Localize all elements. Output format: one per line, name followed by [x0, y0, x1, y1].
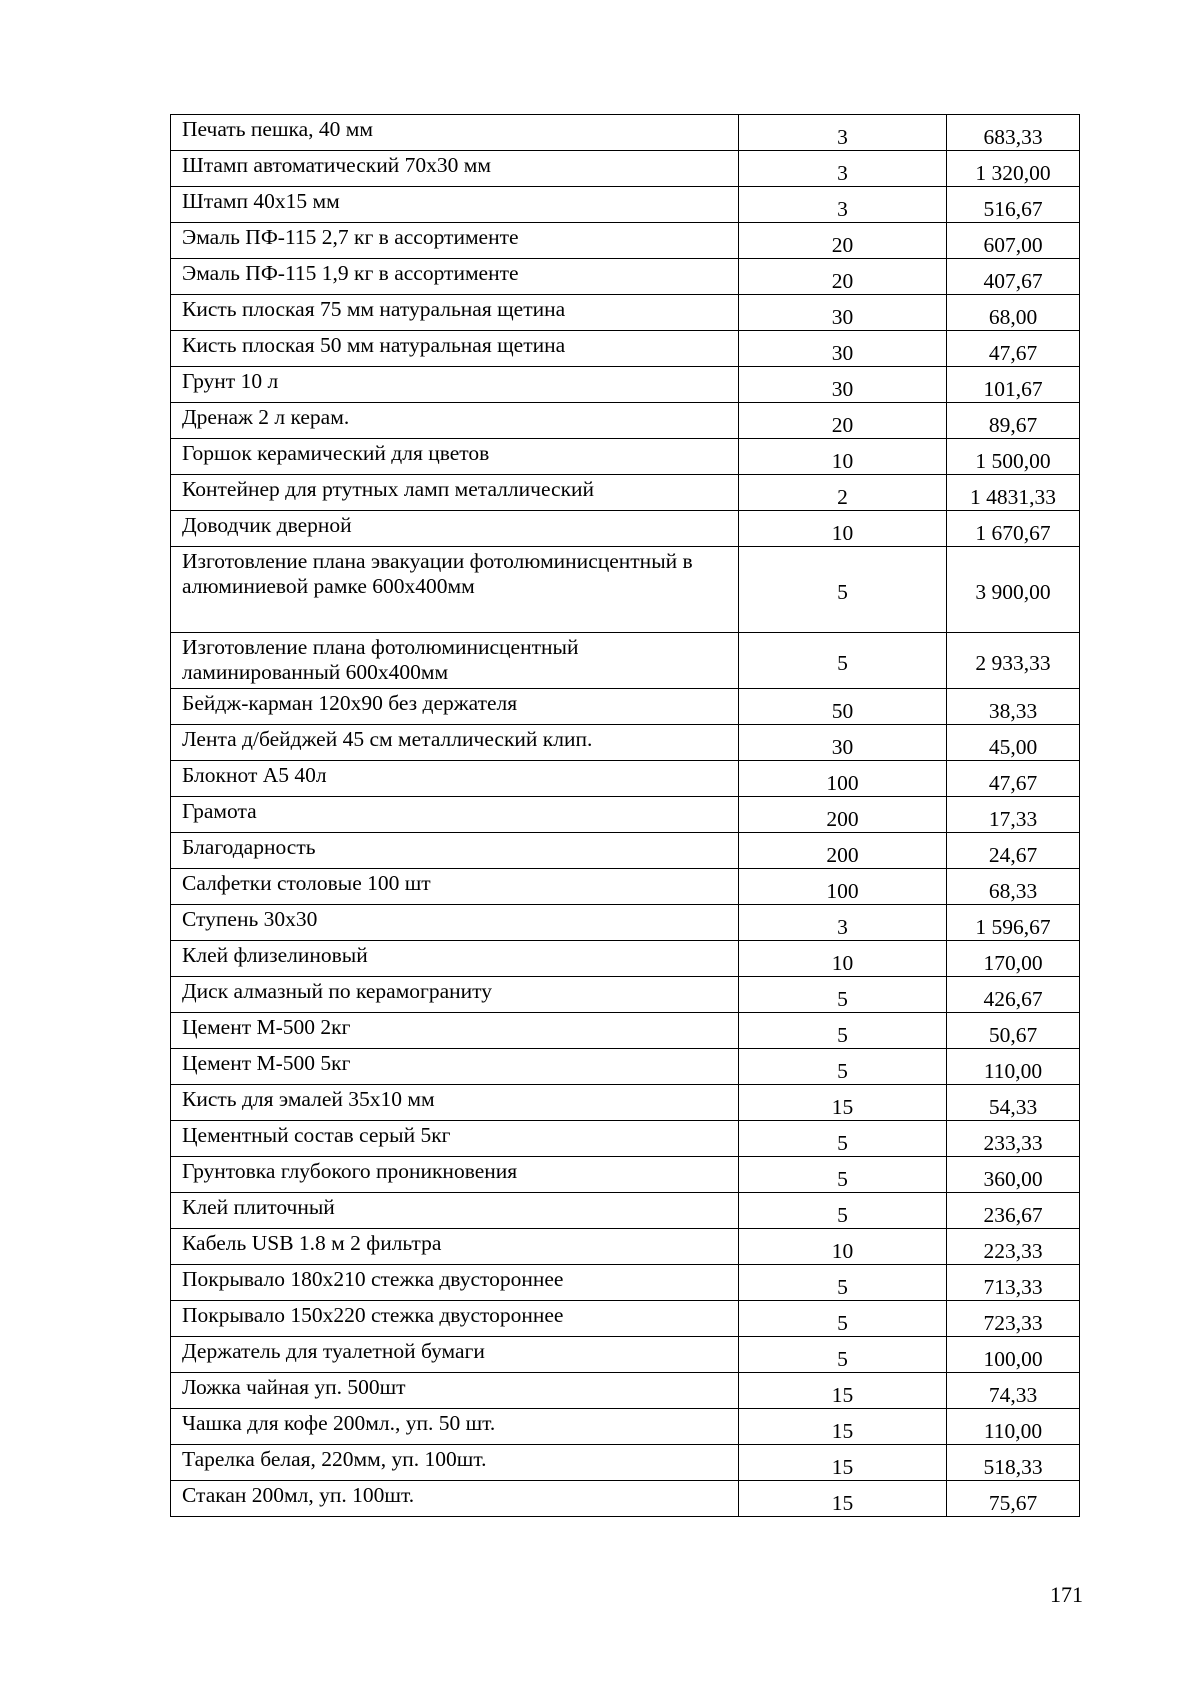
- item-name-cell: Штамп 40х15 мм: [171, 187, 739, 223]
- item-name-cell: Цемент М-500 5кг: [171, 1049, 739, 1085]
- table-row: [171, 367, 1080, 403]
- table-row: [171, 1157, 1080, 1193]
- item-name-cell: Эмаль ПФ-115 1,9 кг в ассортименте: [171, 259, 739, 295]
- item-name-cell: Грунт 10 л: [171, 367, 739, 403]
- item-qty-cell: 5: [739, 547, 947, 633]
- table-row: [171, 259, 1080, 295]
- item-name-cell: Печать пешка, 40 мм: [171, 115, 739, 151]
- item-qty-cell: 5: [739, 1049, 947, 1085]
- item-name-cell: Кабель USB 1.8 м 2 фильтра: [171, 1229, 739, 1265]
- item-name-cell: Грунтовка глубокого проникновения: [171, 1157, 739, 1193]
- item-name-cell: Изготовление плана эвакуации фотолюминисцентный в алюминиевой рамке 600х400мм: [171, 547, 739, 633]
- table-row: [171, 833, 1080, 869]
- item-price-cell: 47,67: [947, 761, 1080, 797]
- item-price-cell: 607,00: [947, 223, 1080, 259]
- item-qty-cell: 5: [739, 1265, 947, 1301]
- item-price-cell: 1 670,67: [947, 511, 1080, 547]
- item-qty-cell: 15: [739, 1481, 947, 1517]
- table-row: [171, 1013, 1080, 1049]
- item-qty-cell: 200: [739, 797, 947, 833]
- item-name-cell: Дренаж 2 л керам.: [171, 403, 739, 439]
- item-name-cell: Бейдж-карман 120х90 без держателя: [171, 689, 739, 725]
- table-row: [171, 633, 1080, 689]
- item-name-cell: Грамота: [171, 797, 739, 833]
- item-qty-cell: 10: [739, 439, 947, 475]
- item-qty-cell: 10: [739, 941, 947, 977]
- item-name-cell: Ступень 30х30: [171, 905, 739, 941]
- table-row: [171, 1121, 1080, 1157]
- item-price-cell: 236,67: [947, 1193, 1080, 1229]
- item-price-cell: 3 900,00: [947, 547, 1080, 633]
- item-price-cell: 518,33: [947, 1445, 1080, 1481]
- item-price-cell: 74,33: [947, 1373, 1080, 1409]
- item-qty-cell: 5: [739, 1013, 947, 1049]
- table-row: [171, 187, 1080, 223]
- table-row: [171, 403, 1080, 439]
- item-name-cell: Цемент М-500 2кг: [171, 1013, 739, 1049]
- item-qty-cell: 30: [739, 295, 947, 331]
- item-name-cell: Держатель для туалетной бумаги: [171, 1337, 739, 1373]
- item-qty-cell: 100: [739, 761, 947, 797]
- table-row: [171, 761, 1080, 797]
- item-qty-cell: 3: [739, 115, 947, 151]
- item-name-cell: Стакан 200мл, уп. 100шт.: [171, 1481, 739, 1517]
- item-price-cell: 89,67: [947, 403, 1080, 439]
- item-qty-cell: 15: [739, 1373, 947, 1409]
- table-row: [171, 725, 1080, 761]
- item-qty-cell: 5: [739, 1301, 947, 1337]
- item-qty-cell: 10: [739, 511, 947, 547]
- item-price-cell: 360,00: [947, 1157, 1080, 1193]
- table-row: [171, 511, 1080, 547]
- item-name-cell: Лента д/бейджей 45 см металлический клип.: [171, 725, 739, 761]
- item-qty-cell: 3: [739, 187, 947, 223]
- item-qty-cell: 30: [739, 725, 947, 761]
- page-number: 171: [1050, 1582, 1083, 1607]
- item-qty-cell: 5: [739, 1337, 947, 1373]
- item-qty-cell: 5: [739, 633, 947, 689]
- item-qty-cell: 30: [739, 367, 947, 403]
- table-row: [171, 1301, 1080, 1337]
- item-qty-cell: 15: [739, 1085, 947, 1121]
- table-row: [171, 1229, 1080, 1265]
- item-name-cell: Кисть для эмалей 35х10 мм: [171, 1085, 739, 1121]
- table-row: [171, 1373, 1080, 1409]
- table-row: [171, 941, 1080, 977]
- items-table-body: [171, 115, 1080, 1517]
- item-name-cell: Клей плиточный: [171, 1193, 739, 1229]
- table-row: [171, 295, 1080, 331]
- item-price-cell: 170,00: [947, 941, 1080, 977]
- table-row: [171, 1193, 1080, 1229]
- table-row: [171, 223, 1080, 259]
- item-qty-cell: 5: [739, 977, 947, 1013]
- table-row: [171, 977, 1080, 1013]
- item-price-cell: 45,00: [947, 725, 1080, 761]
- item-qty-cell: 10: [739, 1229, 947, 1265]
- item-qty-cell: 5: [739, 1193, 947, 1229]
- item-price-cell: 101,67: [947, 367, 1080, 403]
- item-price-cell: 516,67: [947, 187, 1080, 223]
- table-row: [171, 869, 1080, 905]
- table-row: [171, 1337, 1080, 1373]
- item-name-cell: Ложка чайная уп. 500шт: [171, 1373, 739, 1409]
- item-qty-cell: 100: [739, 869, 947, 905]
- table-row: [171, 331, 1080, 367]
- table-row: [171, 439, 1080, 475]
- item-price-cell: 1 500,00: [947, 439, 1080, 475]
- item-price-cell: 426,67: [947, 977, 1080, 1013]
- table-row: [171, 1265, 1080, 1301]
- item-name-cell: Кисть плоская 75 мм натуральная щетина: [171, 295, 739, 331]
- item-name-cell: Покрывало 150х220 стежка двустороннее: [171, 1301, 739, 1337]
- table-row: [171, 689, 1080, 725]
- item-name-cell: Штамп автоматический 70х30 мм: [171, 151, 739, 187]
- table-row: [171, 1445, 1080, 1481]
- item-qty-cell: 30: [739, 331, 947, 367]
- item-name-cell: Салфетки столовые 100 шт: [171, 869, 739, 905]
- item-price-cell: 38,33: [947, 689, 1080, 725]
- item-name-cell: Контейнер для ртутных ламп металлический: [171, 475, 739, 511]
- table-row: [171, 1409, 1080, 1445]
- item-price-cell: 50,67: [947, 1013, 1080, 1049]
- item-price-cell: 1 596,67: [947, 905, 1080, 941]
- item-price-cell: 24,67: [947, 833, 1080, 869]
- item-qty-cell: 15: [739, 1409, 947, 1445]
- item-price-cell: 47,67: [947, 331, 1080, 367]
- item-name-cell: Изготовление плана фотолюминисцентный ламинированный 600х400мм: [171, 633, 739, 689]
- item-price-cell: 723,33: [947, 1301, 1080, 1337]
- item-price-cell: 75,67: [947, 1481, 1080, 1517]
- item-name-cell: Клей флизелиновый: [171, 941, 739, 977]
- item-name-cell: Кисть плоская 50 мм натуральная щетина: [171, 331, 739, 367]
- item-name-cell: Эмаль ПФ-115 2,7 кг в ассортименте: [171, 223, 739, 259]
- item-qty-cell: 5: [739, 1157, 947, 1193]
- item-qty-cell: 3: [739, 905, 947, 941]
- item-qty-cell: 15: [739, 1445, 947, 1481]
- item-price-cell: 17,33: [947, 797, 1080, 833]
- item-price-cell: 223,33: [947, 1229, 1080, 1265]
- table-row: [171, 547, 1080, 633]
- table-row: [171, 1085, 1080, 1121]
- item-qty-cell: 50: [739, 689, 947, 725]
- item-qty-cell: 20: [739, 223, 947, 259]
- item-name-cell: Чашка для кофе 200мл., уп. 50 шт.: [171, 1409, 739, 1445]
- item-qty-cell: 3: [739, 151, 947, 187]
- table-row: [171, 1481, 1080, 1517]
- item-price-cell: 1 320,00: [947, 151, 1080, 187]
- table-row: [171, 797, 1080, 833]
- item-qty-cell: 2: [739, 475, 947, 511]
- item-price-cell: 68,33: [947, 869, 1080, 905]
- table-row: [171, 1049, 1080, 1085]
- item-name-cell: Блокнот А5 40л: [171, 761, 739, 797]
- item-price-cell: 233,33: [947, 1121, 1080, 1157]
- item-name-cell: Горшок керамический для цветов: [171, 439, 739, 475]
- item-qty-cell: 20: [739, 403, 947, 439]
- table-row: [171, 475, 1080, 511]
- item-price-cell: 713,33: [947, 1265, 1080, 1301]
- item-price-cell: 54,33: [947, 1085, 1080, 1121]
- item-price-cell: 683,33: [947, 115, 1080, 151]
- items-table: [170, 114, 1080, 1517]
- item-price-cell: 110,00: [947, 1409, 1080, 1445]
- table-row: [171, 905, 1080, 941]
- item-qty-cell: 20: [739, 259, 947, 295]
- item-price-cell: 100,00: [947, 1337, 1080, 1373]
- item-qty-cell: 200: [739, 833, 947, 869]
- item-name-cell: Диск алмазный по керамограниту: [171, 977, 739, 1013]
- table-row: [171, 115, 1080, 151]
- item-name-cell: Благодарность: [171, 833, 739, 869]
- item-price-cell: 2 933,33: [947, 633, 1080, 689]
- item-price-cell: 1 4831,33: [947, 475, 1080, 511]
- item-name-cell: Тарелка белая, 220мм, уп. 100шт.: [171, 1445, 739, 1481]
- item-name-cell: Доводчик дверной: [171, 511, 739, 547]
- item-price-cell: 407,67: [947, 259, 1080, 295]
- table-row: [171, 151, 1080, 187]
- item-price-cell: 68,00: [947, 295, 1080, 331]
- item-name-cell: Покрывало 180х210 стежка двустороннее: [171, 1265, 739, 1301]
- item-name-cell: Цементный состав серый 5кг: [171, 1121, 739, 1157]
- item-qty-cell: 5: [739, 1121, 947, 1157]
- item-price-cell: 110,00: [947, 1049, 1080, 1085]
